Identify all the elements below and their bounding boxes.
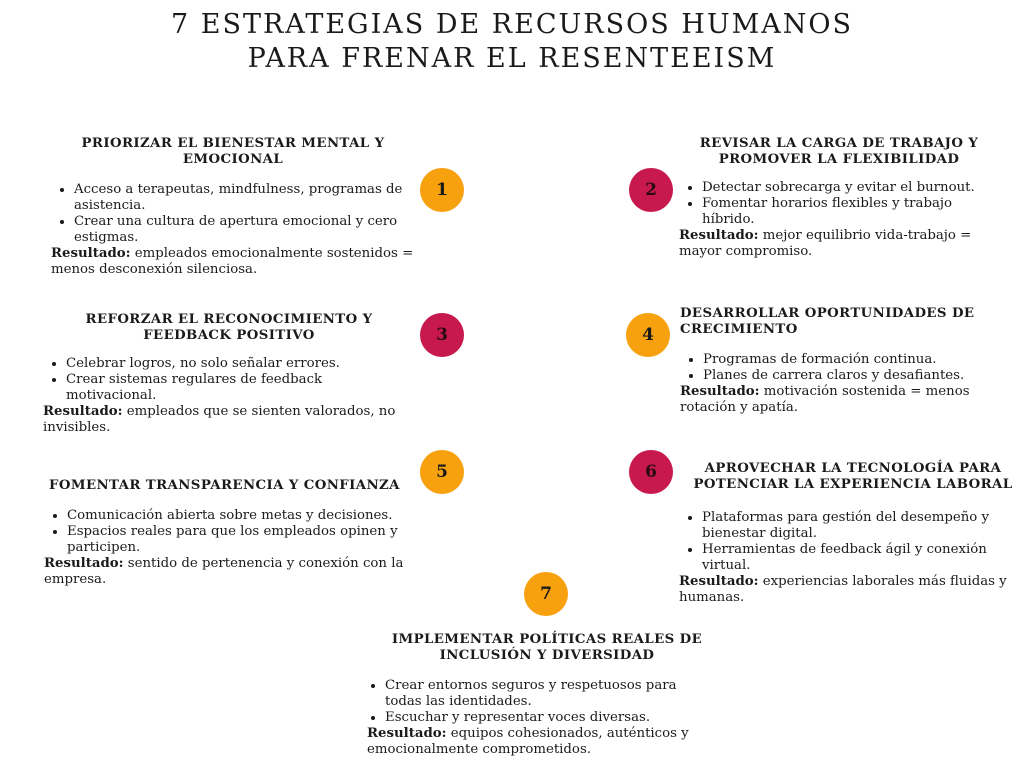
bullet-item: • Espacios reales para que los empleados opinen y participen.: [67, 524, 416, 556]
strategy-heading: [49, 478, 416, 494]
heading-line-2: POTENCIAR LA EXPERIENCIA LABORAL: [693, 477, 1013, 492]
step-number: 7: [540, 584, 552, 604]
heading-line-2: CRECIMIENTO: [680, 322, 798, 337]
result-text: mejor equilibrio vida-trabajo = mayor compromiso.: [679, 228, 972, 259]
step-number: 4: [642, 325, 654, 345]
strategy-result: [679, 574, 1019, 606]
heading-line-1: DESARROLLAR OPORTUNIDADES DE: [680, 306, 975, 321]
step-badge-5: [420, 450, 464, 494]
result-label: Resultado:: [367, 726, 447, 741]
strategy-bullets: [44, 508, 416, 556]
bullet-item: • Crear sistemas regulares de feedback motivacional.: [66, 372, 415, 404]
strategy-bullets: [680, 352, 1000, 384]
heading-line-1: PRIORIZAR EL BIENESTAR MENTAL Y: [81, 136, 385, 151]
bullet-item: • Acceso a terapeutas, mindfulness, programas de asistencia.: [74, 182, 422, 214]
strategy-result: [679, 228, 999, 260]
strategy-2: [679, 136, 999, 260]
bullet-item: • Plataformas para gestión del desempeño y bienestar digital.: [702, 510, 1019, 542]
strategy-heading: [649, 136, 1024, 168]
step-number: 2: [645, 180, 657, 200]
result-text: equipos cohesionados, auténticos y emocionalmente comprometidos.: [367, 726, 689, 757]
step-badge-2: [629, 168, 673, 212]
strategy-bullets: [362, 678, 707, 726]
strategy-bullets: [679, 180, 999, 228]
title-line-1: 7 ESTRATEGIAS DE RECURSOS HUMANOS: [171, 9, 853, 40]
result-label: Resultado:: [679, 228, 759, 243]
strategy-result: [44, 246, 422, 278]
strategy-heading: [362, 632, 732, 664]
heading-line-2: PROMOVER LA FLEXIBILIDAD: [718, 152, 960, 167]
bullet-item: • Celebrar logros, no solo señalar errores.: [66, 356, 415, 372]
result-text: empleados que se sienten valorados, no invisibles.: [43, 404, 396, 435]
bullet-item: • Crear una cultura de apertura emocional y cero estigmas.: [74, 214, 422, 246]
strategy-bullets: [43, 356, 415, 404]
step-badge-1: [420, 168, 464, 212]
step-number: 3: [436, 325, 448, 345]
strategy-result: [44, 556, 416, 588]
bullet-item: • Herramientas de feedback ágil y conexión virtual.: [702, 542, 1019, 574]
strategy-5: [44, 478, 416, 588]
result-text: motivación sostenida = menos rotación y apatía.: [680, 384, 970, 415]
bullet-item: • Comunicación abierta sobre metas y decisiones.: [67, 508, 416, 524]
heading-line-1: REVISAR LA CARGA DE TRABAJO Y: [699, 136, 979, 151]
bullet-item: • Escuchar y representar voces diversas.: [385, 710, 707, 726]
strategy-7: [362, 632, 707, 758]
heading-line-2: EMOCIONAL: [182, 152, 284, 167]
heading-line-1: APROVECHAR LA TECNOLOGÍA PARA: [704, 461, 1002, 476]
step-badge-6: [629, 450, 673, 494]
result-label: Resultado:: [51, 246, 131, 261]
strategy-heading: [680, 306, 1000, 338]
bullet-item: • Fomentar horarios flexibles y trabajo híbrido.: [702, 196, 999, 228]
step-number: 1: [436, 180, 448, 200]
bullet-item: • Programas de formación continua.: [703, 352, 1000, 368]
page-title: [0, 8, 1024, 76]
heading-line-1: IMPLEMENTAR POLÍTICAS REALES DE: [391, 632, 703, 647]
result-label: Resultado:: [680, 384, 760, 399]
step-number: 5: [436, 462, 448, 482]
heading-line-1: FOMENTAR TRANSPARENCIA Y CONFIANZA: [49, 478, 400, 493]
strategy-heading: [683, 461, 1023, 493]
strategy-heading: [44, 136, 422, 168]
result-text: empleados emocionalmente sostenidos = menos desconexión silenciosa.: [51, 246, 414, 277]
heading-line-2: INCLUSIÓN Y DIVERSIDAD: [439, 648, 655, 663]
bullet-item: • Crear entornos seguros y respetuosos para todas las identidades.: [385, 678, 707, 710]
heading-line-2: FEEDBACK POSITIVO: [143, 328, 315, 343]
result-label: Resultado:: [44, 556, 124, 571]
step-badge-4: [626, 313, 670, 357]
strategy-4: [680, 306, 1000, 416]
bullet-item: • Planes de carrera claros y desafiantes.: [703, 368, 1000, 384]
step-number: 6: [645, 462, 657, 482]
result-text: sentido de pertenencia y conexión con la empresa.: [44, 556, 404, 587]
strategy-3: [43, 312, 415, 436]
result-label: Resultado:: [679, 574, 759, 589]
result-label: Resultado:: [43, 404, 123, 419]
strategy-6: [679, 461, 1019, 606]
step-badge-3: [420, 313, 464, 357]
strategy-result: [680, 384, 1000, 416]
strategy-1: [44, 136, 422, 278]
result-text: experiencias laborales más fluidas y humanas.: [679, 574, 1007, 605]
title-line-2: PARA FRENAR EL RESENTEEISM: [247, 43, 777, 74]
strategy-result: [362, 726, 707, 758]
heading-line-1: REFORZAR EL RECONOCIMIENTO Y: [85, 312, 373, 327]
strategy-bullets: [44, 182, 422, 246]
strategy-heading: [43, 312, 415, 344]
step-badge-7: [524, 572, 568, 616]
strategy-bullets: [679, 510, 1019, 574]
bullet-item: • Detectar sobrecarga y evitar el burnout.: [702, 180, 999, 196]
strategy-result: [43, 404, 415, 436]
